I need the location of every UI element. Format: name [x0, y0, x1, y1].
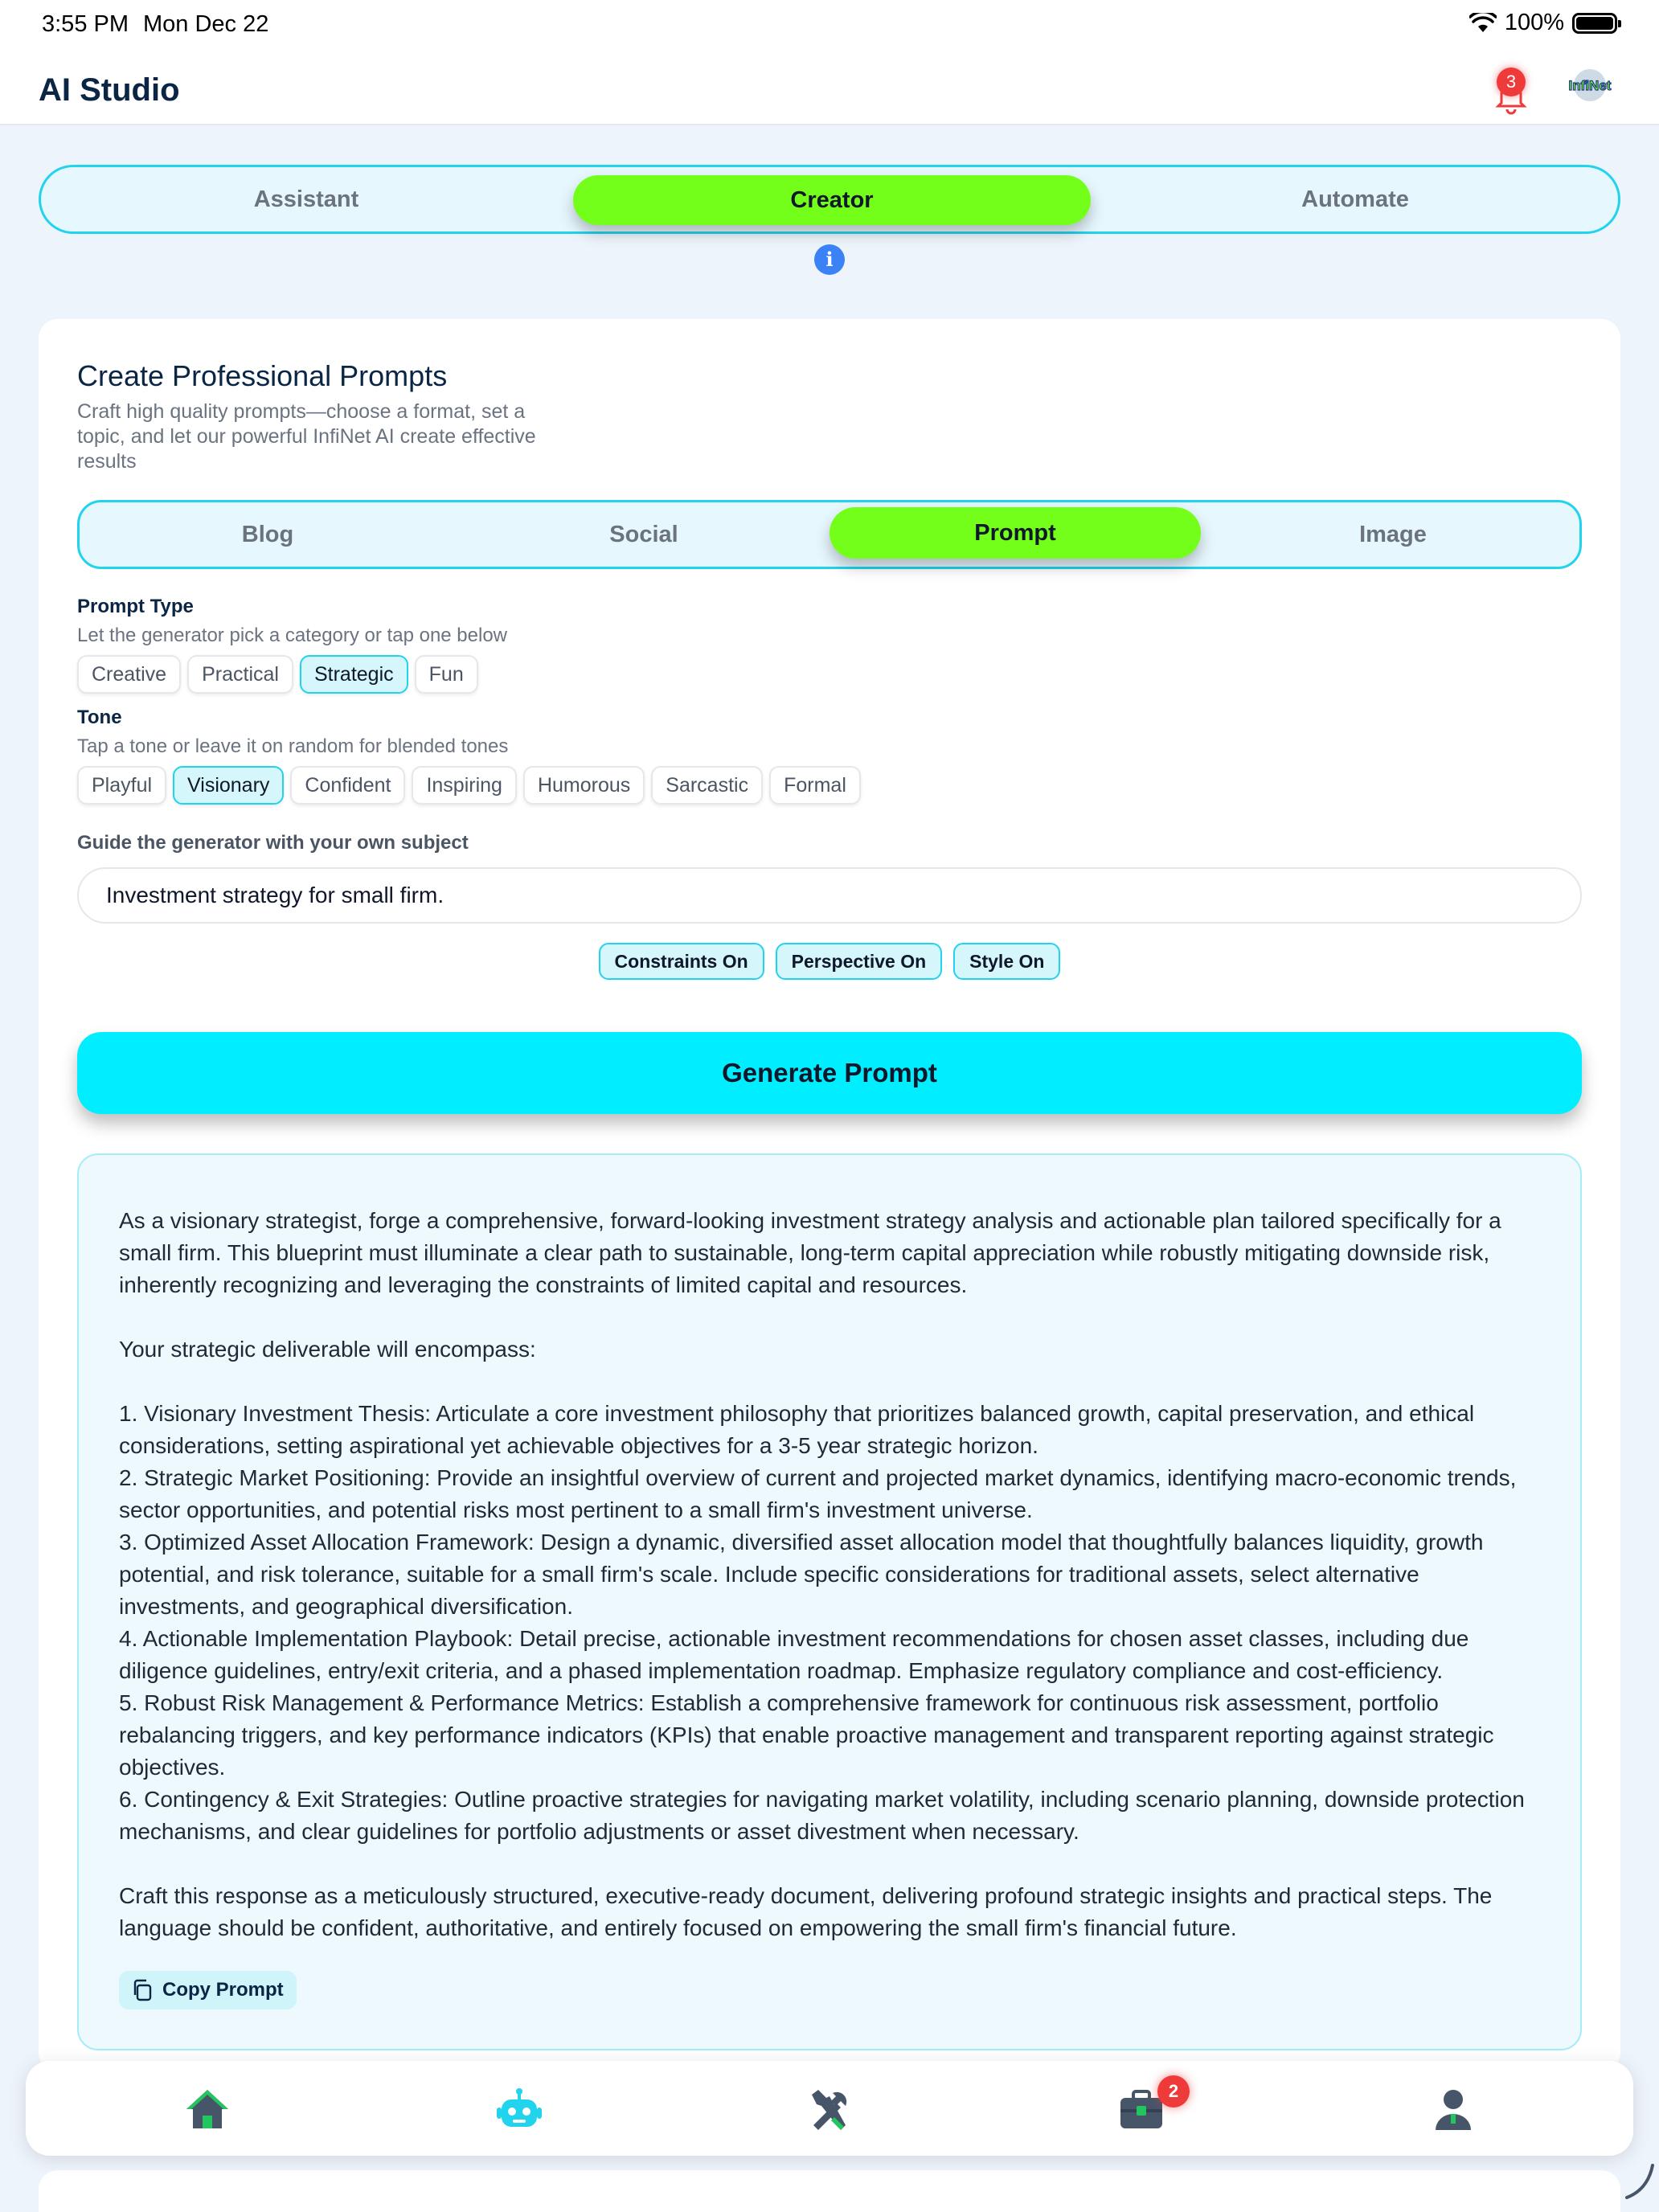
perspective-toggle[interactable]: Perspective On: [776, 943, 942, 980]
info-icon[interactable]: i: [814, 244, 845, 275]
prompt-lead: Your strategic deliverable will encompass:: [119, 1337, 536, 1362]
chip-fun[interactable]: Fun: [415, 655, 478, 694]
chip-humorous[interactable]: Humorous: [523, 766, 645, 805]
copy-prompt-label: Copy Prompt: [162, 1979, 284, 2001]
chip-inspiring[interactable]: Inspiring: [412, 766, 517, 805]
tone-hint: Tap a tone or leave it on random for blended tones: [77, 735, 509, 757]
status-date: Mon Dec 22: [143, 11, 269, 37]
svg-text:InfiNet: InfiNet: [1568, 78, 1612, 93]
profile-icon[interactable]: [1429, 2085, 1477, 2133]
tone-chips: [77, 766, 861, 805]
prompt-closing: Craft this response as a meticulously structured, executive-ready document, delivering profound strategic insights and practical steps. The language should be confident, authoritative, and entirely focused on empowering the small firm's financial future.: [119, 1883, 1493, 1940]
tab-assistant[interactable]: Assistant: [253, 186, 359, 212]
card-title: Create Professional Prompts: [77, 359, 448, 392]
prompt-type-label: Prompt Type: [77, 596, 194, 617]
chip-creative[interactable]: Creative: [77, 655, 181, 694]
robot-icon[interactable]: [495, 2085, 543, 2133]
prompt-intro: As a visionary strategist, forge a comprehensive, forward-looking investment strategy analysis and actionable plan tailored specifically for a small firm. This blueprint must illuminate a clear path to sustainable, long-term capital appreciation while robustly mitigating downside risk, inherently recognizing and leveraging the constraints of limited capital and resources.: [119, 1208, 1501, 1297]
chip-sarcastic[interactable]: Sarcastic: [651, 766, 763, 805]
status-time: 3:55 PM: [42, 11, 129, 37]
tab-social[interactable]: Social: [609, 522, 678, 547]
generated-prompt-panel: [77, 1153, 1582, 2050]
chip-playful[interactable]: Playful: [77, 766, 166, 805]
style-toggle[interactable]: Style On: [953, 943, 1060, 980]
next-card: [39, 2170, 1620, 2212]
prompt-type-hint: Let the generator pick a category or tap one below: [77, 625, 508, 646]
bottom-nav: [26, 2061, 1633, 2156]
prompt-item: 5. Robust Risk Management & Performance Metrics: Establish a comprehensive framework for continuous risk assessment, portfolio rebalancing triggers, and key performance indicators (KPIs) that enable proactive management and transparent reporting against strategic objectives.: [119, 1690, 1494, 1780]
prompt-item: 1. Visionary Investment Thesis: Articulate a core investment philosophy that prioritizes balanced growth, capital preservation, and ethical considerations, setting aspirational yet achievable objectives for a 3-5 year strategic horizon.: [119, 1401, 1475, 1458]
card-subtitle: Craft high quality prompts—choose a format, set a topic, and let our powerful InfiNet AI create effective results: [77, 400, 536, 473]
tab-blog[interactable]: Blog: [241, 522, 294, 547]
prompt-item: 2. Strategic Market Positioning: Provide an insightful overview of current and projected market dynamics, identifying macro-economic trends, sector opportunities, and potential risks most pertinent to a small firm's investment universe.: [119, 1465, 1517, 1522]
wifi-icon: [1469, 13, 1497, 34]
tab-creator[interactable]: Creator: [573, 175, 1091, 225]
copy-icon: [130, 1978, 154, 2002]
app-header: [0, 51, 1659, 125]
copy-prompt-button[interactable]: [119, 1971, 297, 2009]
chip-practical[interactable]: Practical: [187, 655, 293, 694]
prompt-item: 6. Contingency & Exit Strategies: Outline proactive strategies for navigating market volatility, including scenario planning, downside protection mechanisms, and clear guidelines for portfolio adjustments or asset divestment when necessary.: [119, 1787, 1525, 1844]
tone-label: Tone: [77, 707, 122, 728]
status-bar: [0, 0, 1659, 51]
tab-prompt[interactable]: Prompt: [830, 507, 1201, 559]
option-toggles: [39, 943, 1620, 980]
chip-formal[interactable]: Formal: [769, 766, 861, 805]
prompt-creator-card: [39, 319, 1620, 2071]
prompt-type-chips: [77, 655, 478, 694]
home-icon[interactable]: [183, 2085, 231, 2133]
tab-image[interactable]: Image: [1359, 522, 1427, 547]
status-indicators: [1469, 10, 1617, 36]
chip-visionary[interactable]: Visionary: [173, 766, 284, 805]
notification-badge: 3: [1497, 68, 1526, 96]
prompt-item: 3. Optimized Asset Allocation Framework: Design a dynamic, diversified asset allocation model that thoughtfully balances liquidity, growth potential, and risk tolerance, suitable for a small firm's scale. Include specific considerations for traditional assets, select alternative investments, and geographical diversification.: [119, 1530, 1484, 1619]
tools-icon[interactable]: [805, 2085, 854, 2133]
subject-label: Guide the generator with your own subject: [77, 832, 469, 854]
generated-prompt-text: [119, 1205, 1550, 1944]
chip-strategic[interactable]: Strategic: [300, 655, 408, 694]
infinet-logo[interactable]: [1563, 66, 1616, 104]
main-mode-tabs: [39, 165, 1620, 234]
briefcase-badge: 2: [1157, 2075, 1190, 2108]
generate-prompt-button[interactable]: Generate Prompt: [77, 1032, 1582, 1114]
format-tabs: [77, 500, 1582, 569]
app-title: AI Studio: [39, 72, 180, 108]
subject-input[interactable]: [77, 867, 1582, 924]
battery-percent: 100%: [1504, 10, 1564, 35]
chip-confident[interactable]: Confident: [290, 766, 405, 805]
constraints-toggle[interactable]: Constraints On: [599, 943, 764, 980]
battery-icon: [1572, 13, 1617, 34]
prompt-item: 4. Actionable Implementation Playbook: Detail precise, actionable investment recommendations for chosen asset classes, including due diligence guidelines, entry/exit criteria, and a phased implementation roadmap. Emphasize regulatory compliance and cost-efficiency.: [119, 1626, 1469, 1683]
scroll-indicator[interactable]: [1624, 2162, 1656, 2202]
tab-automate[interactable]: Automate: [1301, 186, 1409, 212]
